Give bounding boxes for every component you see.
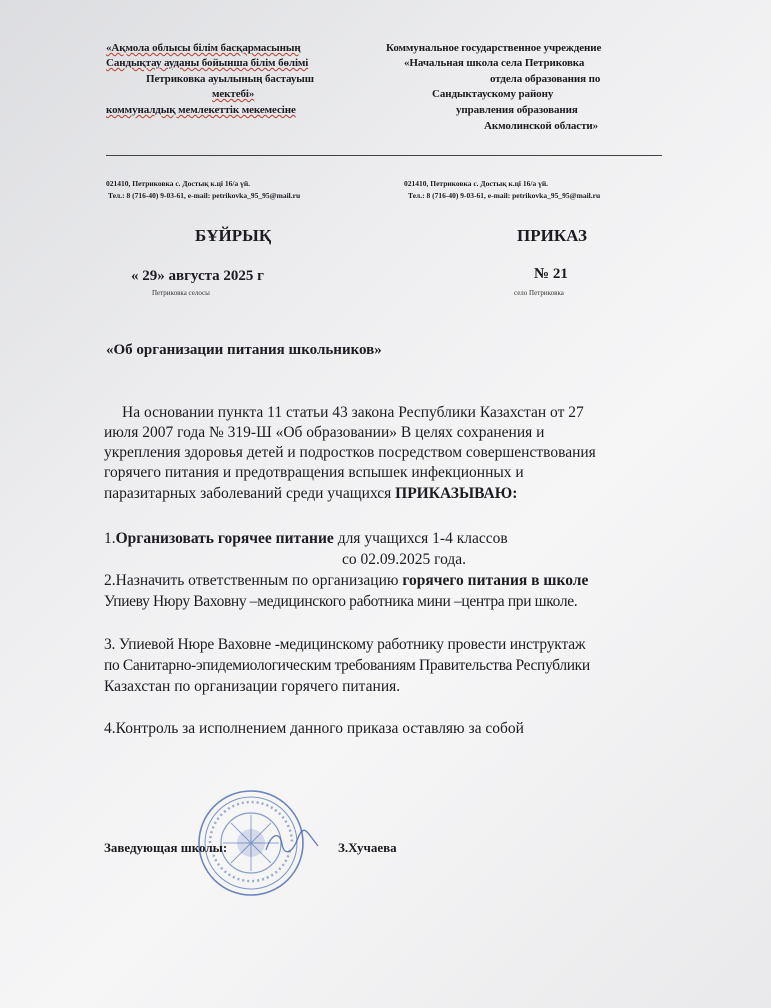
header-right-line-1: Коммунальное государственное учреждение [386, 42, 602, 54]
preamble-line-1: На основании пункта 11 статьи 43 закона Республики Казахстан от 27 [122, 404, 584, 421]
item-2-bold: горячего питания в школе [402, 572, 589, 589]
address-right-2: Тел.: 8 (716-40) 9-03-61, e-mail: petrikovka_95_95@mail.ru [408, 191, 601, 200]
preamble-line-2: июля 2007 года № 319-Ш «Об образовании» В целях сохранения и [104, 424, 545, 441]
header-left-line-2: Сандықтау ауданы бойынша білім бөлімі [106, 57, 309, 69]
order-date: « 29» августа 2025 г [131, 268, 264, 284]
header-right-line-5: управления образования [456, 104, 578, 116]
item-1-rest: для учащихся 1-4 классов [333, 530, 508, 547]
header-right-line-3: отдела образования по [490, 73, 601, 85]
handwritten-signature [262, 828, 322, 858]
item-1 [104, 530, 508, 548]
order-title-kz: БҰЙРЫҚ [195, 226, 272, 245]
order-title-ru: ПРИКАЗ [517, 226, 587, 245]
header-left-line-5: коммуналдық мемлекеттік мекемесіне [106, 104, 296, 116]
item-2 [104, 572, 588, 590]
item-4: 4.Контроль за исполнением данного приказа оставляю за собой [104, 720, 524, 737]
item-3-line-3: Казахстан по организации горячего питания. [104, 678, 401, 695]
order-number: № 21 [534, 266, 568, 282]
item-1-bold: Организовать горячее питание [115, 530, 334, 547]
item-1-number: 1. [104, 530, 116, 547]
preamble-line-4: горячего питания и предотвращения вспышек инфекционных и [104, 464, 524, 481]
address-right-1: 021410, Петриковка с. Достық к.ці 16/а үй. [404, 179, 549, 188]
header-right-line-6: Акмолинской области» [484, 120, 599, 132]
header-right-line-2: «Начальная школа села Петриковка [404, 57, 585, 69]
order-subject: «Об организации питания школьников» [106, 342, 382, 358]
signature-role: Заведующая школы: [104, 840, 228, 855]
item-3-line-1: 3. Упиевой Нюре Ваховне -медицинскому работнику провести инструктаж [104, 636, 586, 653]
preamble-line-5-text: паразитарных заболеваний среди учащихся [104, 485, 396, 502]
preamble-line-3: укрепления здоровья детей и подростков посредством совершенствования [104, 444, 596, 461]
address-left-2: Тел.: 8 (716-40) 9-03-61, e-mail: petrikovka_95_95@mail.ru [108, 191, 301, 200]
order-place-kz: Петриковка селосы [152, 289, 210, 297]
header-left-line-1: «Ақмола облысы білім басқармасының [106, 42, 301, 54]
signature-name: З.Хучаева [338, 840, 397, 855]
preamble-line-5 [104, 485, 517, 503]
order-keyword: ПРИКАЗЫВАЮ: [395, 485, 518, 502]
order-place-ru: село Петриковка [514, 289, 564, 297]
item-2-line-2: Упиеву Нюру Ваховну –медицинского работника мини –центра при школе. [104, 593, 578, 610]
header-divider [106, 155, 662, 156]
item-2-text: 2.Назначить ответственным по организацию [104, 572, 403, 589]
item-3-line-2: по Санитарно-эпидемиологическим требованиям Правительства Республики [104, 657, 590, 674]
item-1-date: со 02.09.2025 года. [342, 551, 467, 568]
header-left-line-4: мектебі» [212, 88, 255, 100]
header-right-line-4: Сандыктаускому району [432, 88, 554, 100]
address-left-1: 021410, Петриковка с. Достық к.ці 16/а үй. [106, 179, 251, 188]
header-left-line-3: Петриковка ауылының бастауыш [146, 73, 314, 85]
